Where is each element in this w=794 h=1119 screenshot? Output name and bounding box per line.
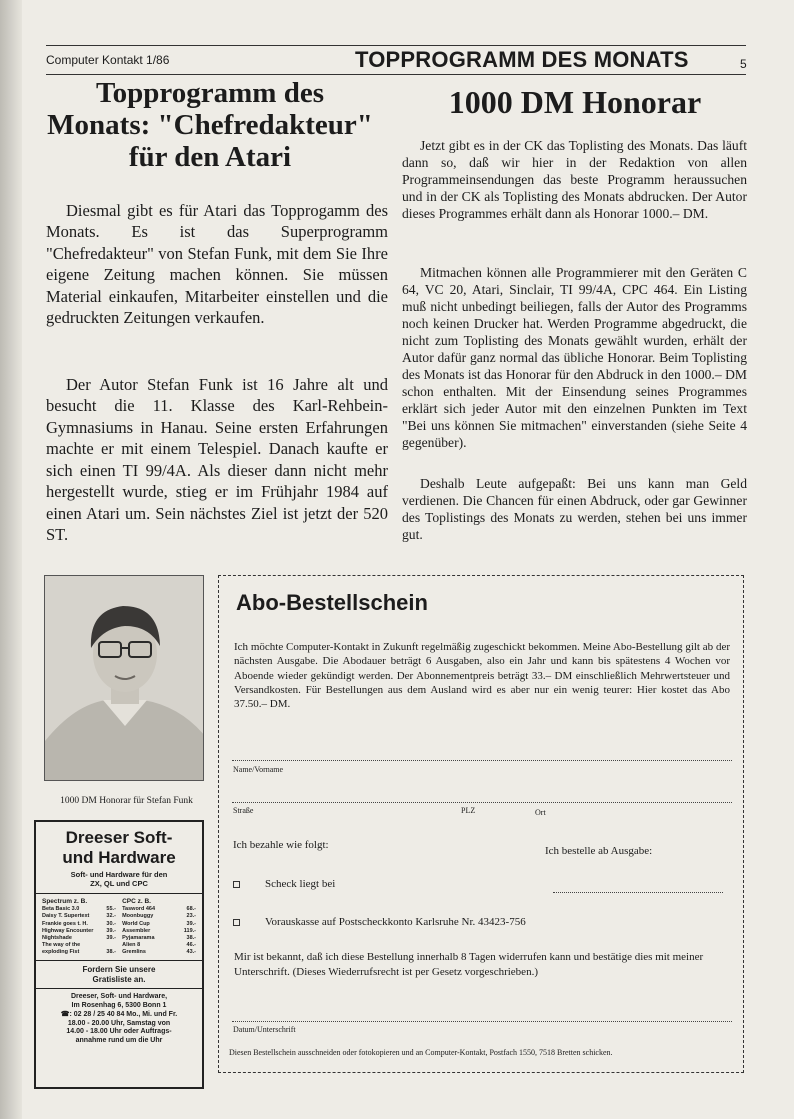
right-article-paragraph: Deshalb Leute aufgepaßt: Bei uns kann man Geld verdienen. Die Chancen für einen Abdruck, oder gar Gewinner des Toplistings des Monats zu werden, stehen bei uns immer gut. [402,476,747,542]
ad-item: The way of the [42,941,81,948]
ad-item: Tasword 464 [122,906,156,913]
name-field-line[interactable] [232,760,732,761]
ad-price: 32.- [106,913,116,920]
prepayment-checkbox[interactable] [233,919,240,926]
city-field-label: Ort [535,808,546,817]
ad-price-row [122,949,196,956]
ad-call-to-action: Fordern Sie unsere Gratisliste an. [82,965,156,984]
ad-price: 30.- [106,920,116,927]
ad-price-row [42,921,116,928]
photo-caption: 1000 DM Honorar für Stefan Funk [60,796,193,806]
section-title: TOPPROGRAMM DES MONATS [355,47,689,72]
ad-cpc-column [122,898,196,956]
address-field-line[interactable] [232,802,732,803]
ad-price: 39.- [106,934,116,941]
subscription-order-form [218,575,744,1073]
ad-subtitle: Soft- und Hardware für den ZX, QL und CPC [70,870,168,889]
author-photo [44,575,204,781]
ad-price: 46.- [186,941,196,948]
order-form-footer: Diesen Bestellschein ausschneiden oder fotokopieren und an Computer-Kontakt, Postfach 1550, 7518 Bretten schicken. [229,1048,613,1057]
ad-title: Dreeser Soft- und Hardware [62,828,176,867]
header-rule [46,74,746,75]
cheque-option-label: Scheck liegt bei [265,878,336,890]
ad-price-row [42,928,116,935]
ad-divider [36,893,202,894]
ad-price-row [42,935,116,942]
ad-price-row [42,942,116,949]
ad-item: Moonbuggy [122,913,154,920]
ad-price: 55.- [106,906,116,913]
ad-price: 39.- [186,920,196,927]
page-number: 5 [740,57,747,71]
street-field-label: Straße [233,806,254,815]
signature-field-label: Datum/Unterschrift [233,1025,296,1034]
ad-spectrum-column [42,898,116,956]
signature-field-line[interactable] [232,1021,732,1022]
ad-price: 23.- [186,913,196,920]
prepayment-option-label: Vorauskasse auf Postscheckkonto Karlsruhe Nr. 43423-756 [265,916,526,928]
ad-item: Alien 8 [122,941,141,948]
ad-item: Assembler [122,927,151,934]
right-article-paragraph: Mitmachen können alle Programmierer mit den Geräten C 64, VC 20, Atari, Sinclair, TI 99/4A, CPC 464. Ein Listing muß nicht unbedingt beiliegen, falls der Autor des Programms noch keinen Drucker hat. Werden Programme abgedruckt, die nicht zum Toplisting des Monats gewählt wurden, erhält der Autor dafür ganz normal das übliche Honorar. Beim Toplisting des Monats ist das Honorar für den Abdruck in den 1000.– DM schon enthalten. Mit der Einsendung seines Programmes erklärt sich jeder Autor mit den einzelnen Punkten im Text "Bei uns können Sie mitmachen" einverstanden (siehe Seite 4 gegenüber). [402,265,747,450]
ad-item: Beta Basic 3.0 [42,906,80,913]
ad-column-header: Spectrum z. B. [42,897,88,905]
dreeser-advertisement [34,820,204,1089]
ad-item: exploding Fist [42,949,80,956]
ad-price-row [42,913,116,920]
ad-price-list [42,898,196,956]
ad-price: 68.- [186,906,196,913]
ad-address: Dreeser, Soft- und Hardware, Im Rosenhag 6, 5300 Bonn 1 ☎: 02 28 / 25 40 84 Mo., Mi. und Fr. 18.00 - 20.00 Uhr, Samstag von 14.00 - 18.00 Uhr oder Auftrags- annahme rund um die Uhr [60,993,178,1045]
payment-method-label: Ich bezahle wie folgt: [233,839,329,851]
ad-price: 119.- [183,927,196,934]
ad-item: Pyjamarama [122,934,155,941]
withdrawal-notice: Mir ist bekannt, daß ich diese Bestellung innerhalb 8 Tagen widerrufen kann und bestätige dies mit meiner Unterschrift. (Dieses Wiederrufsrecht ist per Gesetz vorgeschrieben.) [234,951,704,978]
right-article-paragraph: Jetzt gibt es in der CK das Toplisting des Monats. Das läuft dann so, daß wir hier in der Redaktion von allen Programmeinsendungen das beste Programm heraussuchen und in der CK als Toplisting des Monats abdrucken. Der Autor dieses Programmes erhält dann als Honorar 1000.– DM. [402,138,747,221]
start-issue-field-line[interactable] [553,892,723,893]
top-rule [46,45,746,46]
ad-price-row [122,906,196,913]
plz-field-label: PLZ [461,806,476,815]
page-fold-shadow [0,0,22,1119]
ad-item: Frankie goes t. H. [42,920,88,927]
issue-label: Computer Kontakt 1/86 [46,53,170,67]
name-field-label: Name/Vorname [233,765,284,774]
left-article-paragraph: Diesmal gibt es für Atari das Topprogamm des Monats. Es ist das Superprogramm "Chefredakteur" von Stefan Funk, mit dem Sie Ihre eigene Zeitung machen können. Sie müssen Material einkaufen, Mitarbeiter einstellen und die gedruckten Zeitungen verkaufen. [46,201,388,328]
ad-price-row [122,928,196,935]
left-article-paragraph: Der Autor Stefan Funk ist 16 Jahre alt und besucht die 11. Klasse des Karl-Rehbein-Gymnasiums in Hanau. Seine ersten Erfahrungen machte er mit einem Telespiel. Danach kaufte er sich einen TI 99/4A. Als dieser dann nicht mehr hergestellt wurde, stieg er im Frühjahr 1984 auf einen Atari um. Sein nächstes Ziel ist jetzt der 520 ST. [46,375,388,545]
ad-price-row [42,949,116,956]
ad-item: Daisy T. Supertext [42,913,90,920]
ad-divider [36,960,202,961]
ad-price-row [122,942,196,949]
start-issue-label: Ich bestelle ab Ausgabe: [545,845,653,857]
ad-price: 39.- [106,927,116,934]
ad-price-row [122,935,196,942]
right-article-headline: 1000 DM Honorar [448,84,702,120]
order-form-intro: Ich möchte Computer-Kontakt in Zukunft regelmäßig zugeschickt bekommen. Meine Abo-Bestellung gilt ab der nächsten Ausgabe. Die Abodauer beträgt 6 Ausgaben, also ein Jahr und kann bis spätestens 4 Wochen vor Aboende wieder gekündigt werden. Der Abonnementpreis beträgt 33.– DM einschließlich Mehrwertsteuer und Versandkosten. Für Bestellungen aus dem Ausland wird es aber nur ein wenig teurer: Hier kostet das Abo 37.50.– DM. [234,641,730,711]
ad-column-header: CPC z. B. [122,897,151,905]
ad-price-row [122,913,196,920]
ad-item: World Cup [122,920,150,927]
ad-price: 38.- [106,949,116,956]
ad-price: 38.- [186,934,196,941]
ad-price-row [42,906,116,913]
ad-item: Gremlins [122,949,146,956]
ad-item: Nightshade [42,934,72,941]
order-form-title: Abo-Bestellschein [236,590,428,615]
ad-divider [36,988,202,989]
left-article-headline: Topprogramm des Monats: "Chefredakteur" für den Atari [47,77,373,173]
ad-price-row [122,921,196,928]
ad-price: 43.- [186,949,196,956]
ad-item: Highway Encounter [42,927,94,934]
cheque-checkbox[interactable] [233,881,240,888]
